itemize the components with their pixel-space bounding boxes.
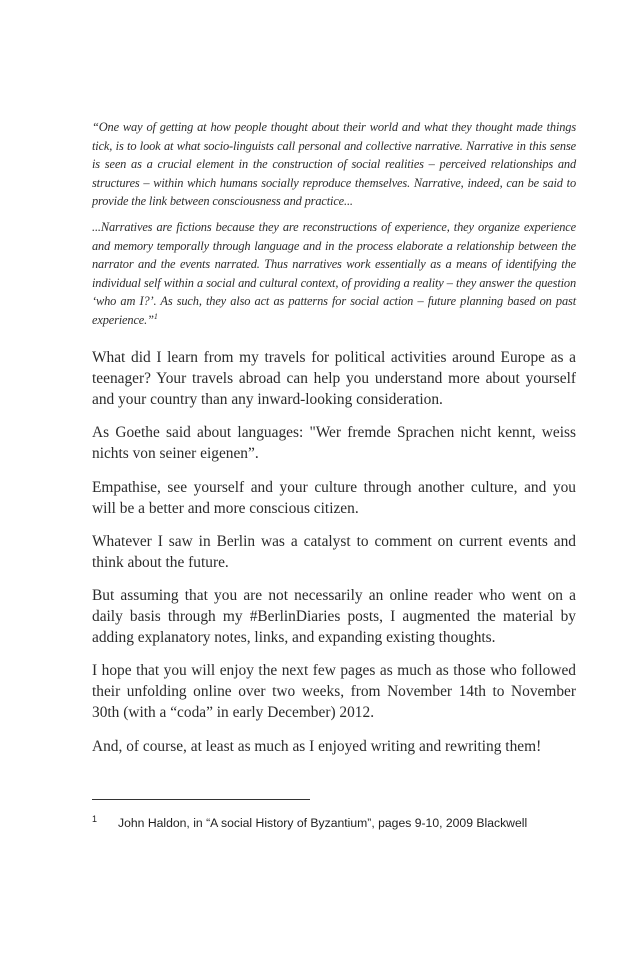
body-paragraph: Whatever I saw in Berlin was a catalyst to comment on current events and think about the future. <box>92 532 576 571</box>
quote-paragraph-text: “One way of getting at how people thought about their world and what they thought made things tick, is to look at what socio-linguists call personal and collective narrative. Narrative in this sense is seen as a crucial element in the construction of social realities – perceived relationships and structures – within which humans socially reproduce themselves. Narrative, indeed, can be said to provide the link between consciousness and practice... <box>92 120 576 209</box>
footnote-separator <box>92 799 310 800</box>
footnote-mark: 1 <box>92 814 98 824</box>
body-paragraph: I hope that you will enjoy the next few pages as much as those who followed their unfolding online over two weeks, from November 14th to November 30th (with a “coda” in early December) 2012. <box>92 662 576 722</box>
quote-paragraph <box>92 218 576 330</box>
footnote-text: John Haldon, in “A social History of Byzantium”, pages 9-10, 2009 Blackwell <box>118 816 528 830</box>
epigraph-quote <box>92 118 576 330</box>
body-paragraph: Empathise, see yourself and your culture through another culture, and you will be a better and more conscious citizen. <box>92 478 576 517</box>
body-paragraph: But assuming that you are not necessarily an online reader who went on a daily basis through my #BerlinDiaries posts, I augmented the material by adding explanatory notes, links, and expanding existing thoughts. <box>92 587 576 647</box>
body-paragraph: As Goethe said about languages: "Wer fremde Sprachen nicht kennt, weiss nichts von seiner eigenen”. <box>92 424 576 463</box>
quote-paragraph <box>92 118 576 211</box>
quote-paragraph-text: ...Narratives are fictions because they are reconstructions of experience, they organize experience and memory temporally through language and in the process elaborate a relationship between the narrator and the events narrated. Thus narratives work essentially as a means of identifying the individual self within a social and cultural context, of providing a reality – they answer the question ‘who am I?’. As such, they also act as patterns for social action – future planning based on past experience.” <box>92 219 576 327</box>
body-paragraph: What did I learn from my travels for political activities around Europe as a teenager? Your travels abroad can help you understand more about yourself and your country than any inward-looking consideration. <box>92 349 576 408</box>
body-text <box>92 347 576 769</box>
footnote-reference[interactable]: 1 <box>153 311 158 321</box>
body-paragraph: And, of course, at least as much as I enjoyed writing and rewriting them! <box>92 737 542 755</box>
